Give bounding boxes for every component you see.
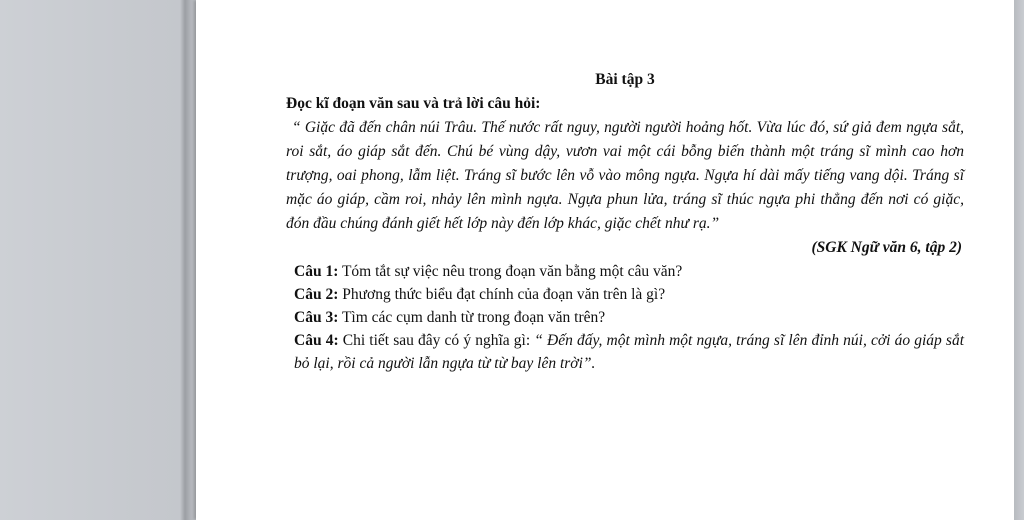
question-4 [286,329,964,375]
question-label: Câu 1: [294,263,339,280]
reading-passage: “ Giặc đã đến chân núi Trâu. Thế nước rất nguy, người người hoảng hốt. Vừa lúc đó, sứ giả đem ngựa sắt, roi sắt, áo giáp sắt đến. Chú bé vùng dậy, vươn vai một cái bỗng biến thành một tráng sĩ mình cao hơn trượng, oai phong, lẫm liệt. Tráng sĩ bước lên vỗ vào mông ngựa. Ngựa hí dài mấy tiếng vang dội. Tráng sĩ mặc áo giáp, cầm roi, nhảy lên mình ngựa. Ngựa phun lửa, tráng sĩ thúc ngựa phi thẳng đến nơi có giặc, đón đầu chúng đánh giết hết lớp này đến lớp khác, giặc chết như rạ.” [286,119,964,232]
passage-source: (SGK Ngữ văn 6, tập 2) [811,239,962,256]
question-text: Tìm các cụm danh từ trong đoạn văn trên? [338,309,606,326]
question-label: Câu 4: [294,332,339,349]
right-gutter [1014,0,1024,520]
question-quote: “ Đến đấy, một mình một ngựa, tráng sĩ lên đỉnh núi, cởi áo giáp sắt bỏ lại, rồi cả người lẫn ngựa từ từ bay lên trời”. [294,332,964,372]
question-1 [286,260,964,283]
question-text: Tóm tắt sự việc nêu trong đoạn văn bằng một câu văn? [338,263,683,280]
question-3 [286,306,964,329]
exercise-title: Bài tập 3 [595,71,655,88]
question-label: Câu 3: [294,309,339,326]
question-2 [286,283,964,306]
document-page[interactable] [196,0,1014,520]
page-content [286,68,964,375]
question-label: Câu 2: [294,286,339,303]
exercise-instruction: Đọc kĩ đoạn văn sau và trả lời câu hỏi: [286,95,541,112]
question-text: Phương thức biểu đạt chính của đoạn văn trên là gì? [338,286,666,303]
question-text: Chi tiết sau đây có ý nghĩa gì: [338,332,535,349]
